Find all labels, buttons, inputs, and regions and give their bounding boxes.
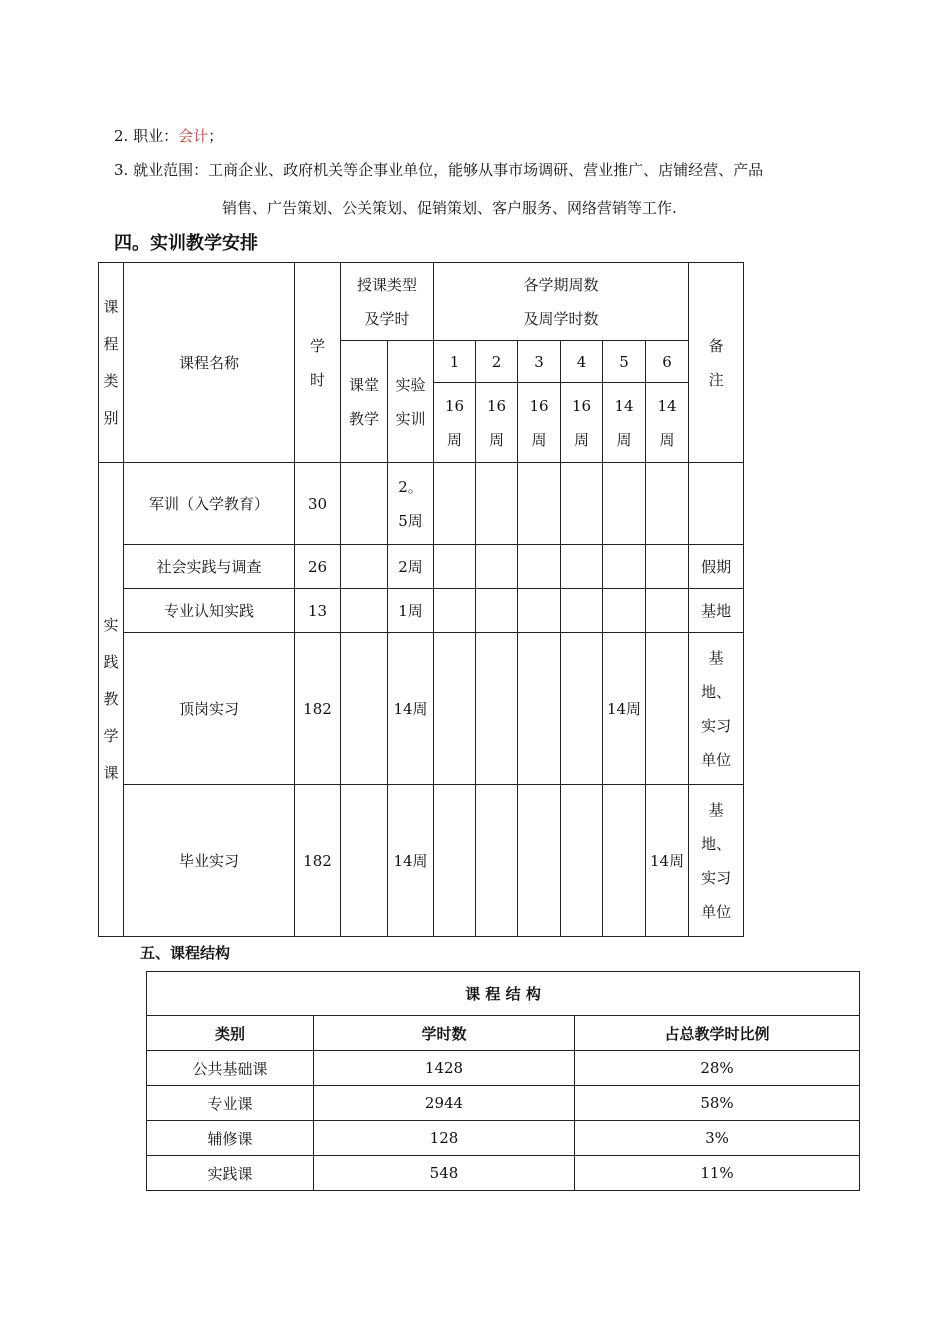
table-row [147, 1156, 860, 1191]
course-name: 社会实践与调查 [124, 545, 295, 589]
table-row [147, 1051, 860, 1086]
section4-title: 四。实训教学安排 [114, 233, 258, 254]
sem-weeks: 14周 [646, 383, 689, 463]
course-hours: 13 [295, 589, 341, 633]
sem5-cell: 14周 [603, 633, 646, 785]
course-name: 军训（入学教育） [124, 463, 295, 545]
hours-cell: 2944 [314, 1086, 575, 1121]
sem-num: 6 [646, 341, 689, 383]
course-name: 毕业实习 [124, 785, 295, 937]
header-sem-line1: 各学期周数 [523, 275, 599, 294]
training-schedule-table [98, 262, 744, 937]
ratio-cell: 3% [575, 1121, 860, 1156]
table-row [147, 1086, 860, 1121]
lab-cell: 1周 [388, 589, 434, 633]
col-header-category: 类别 [147, 1016, 314, 1051]
lab-cell: 14周 [388, 633, 434, 785]
table-row [99, 545, 744, 589]
hours-cell: 548 [314, 1156, 575, 1191]
job-line [114, 126, 223, 146]
lab-cell: 2周 [388, 545, 434, 589]
category-cell: 实践教学课 [99, 463, 124, 937]
header-remarks: 备注 [689, 263, 744, 463]
sem6-cell: 14周 [646, 785, 689, 937]
classroom-cell [341, 589, 388, 633]
section5-title: 五、课程结构 [140, 944, 231, 962]
sem-num: 5 [603, 341, 646, 383]
course-structure-table [146, 971, 860, 1191]
category-cell: 辅修课 [147, 1121, 314, 1156]
remark-cell [689, 463, 744, 545]
table-row [99, 589, 744, 633]
ratio-cell: 28% [575, 1051, 860, 1086]
classroom-cell [341, 545, 388, 589]
remark-cell: 基地 [689, 589, 744, 633]
lab-cell: 14周 [388, 785, 434, 937]
sem-num: 4 [561, 341, 603, 383]
table-row [99, 633, 744, 785]
header-type-line2: 及学时 [364, 309, 410, 328]
scope-line-1: 3. 就业范围：工商企业、政府机关等企事业单位，能够从事市场调研、营业推广、店铺经营、产品 [114, 161, 764, 179]
course-name: 顶岗实习 [124, 633, 295, 785]
course-hours: 182 [295, 633, 341, 785]
sem-num: 2 [476, 341, 518, 383]
sem5-cell [603, 785, 646, 937]
header-category: 课程类别 [99, 263, 124, 463]
header-hours: 学时 [295, 263, 341, 463]
ratio-cell: 58% [575, 1086, 860, 1121]
structure-table-title: 课 程 结 构 [147, 972, 860, 1016]
col-header-hours: 学时数 [314, 1016, 575, 1051]
sem-weeks: 16周 [518, 383, 561, 463]
hours-cell: 1428 [314, 1051, 575, 1086]
classroom-cell [341, 633, 388, 785]
job-end: ； [208, 127, 224, 145]
table-row [99, 785, 744, 937]
classroom-cell [341, 463, 388, 545]
header-type-line1: 授课类型 [357, 275, 418, 294]
table-row [99, 463, 744, 545]
scope-line-2: 销售、广告策划、公关策划、促销策划、客户服务、网络营销等工作. [222, 199, 677, 217]
sem-num: 3 [518, 341, 561, 383]
header-classroom: 课堂教学 [341, 341, 388, 463]
course-hours: 182 [295, 785, 341, 937]
header-type [341, 263, 434, 341]
course-hours: 30 [295, 463, 341, 545]
job-value: 会计 [178, 127, 209, 145]
col-header-ratio: 占总教学时比例 [575, 1016, 860, 1051]
remark-cell: 基地、实习单位 [689, 785, 744, 937]
job-label: 2. 职业： [114, 127, 179, 145]
sem6-cell [646, 633, 689, 785]
lab-cell: 2。5周 [388, 463, 434, 545]
header-sem-line2: 及周学时数 [523, 309, 599, 328]
course-hours: 26 [295, 545, 341, 589]
header-lab: 实验实训 [388, 341, 434, 463]
remark-cell: 基地、实习单位 [689, 633, 744, 785]
ratio-cell: 11% [575, 1156, 860, 1191]
sem-weeks: 16周 [561, 383, 603, 463]
category-cell: 专业课 [147, 1086, 314, 1121]
sem-weeks: 16周 [476, 383, 518, 463]
sem-num: 1 [434, 341, 476, 383]
header-course-name: 课程名称 [124, 263, 295, 463]
header-semesters [434, 263, 689, 341]
remark-cell: 假期 [689, 545, 744, 589]
sem-weeks: 14周 [603, 383, 646, 463]
sem-weeks: 16周 [434, 383, 476, 463]
hours-cell: 128 [314, 1121, 575, 1156]
category-cell: 实践课 [147, 1156, 314, 1191]
category-cell: 公共基础课 [147, 1051, 314, 1086]
course-name: 专业认知实践 [124, 589, 295, 633]
table-row [147, 1121, 860, 1156]
classroom-cell [341, 785, 388, 937]
